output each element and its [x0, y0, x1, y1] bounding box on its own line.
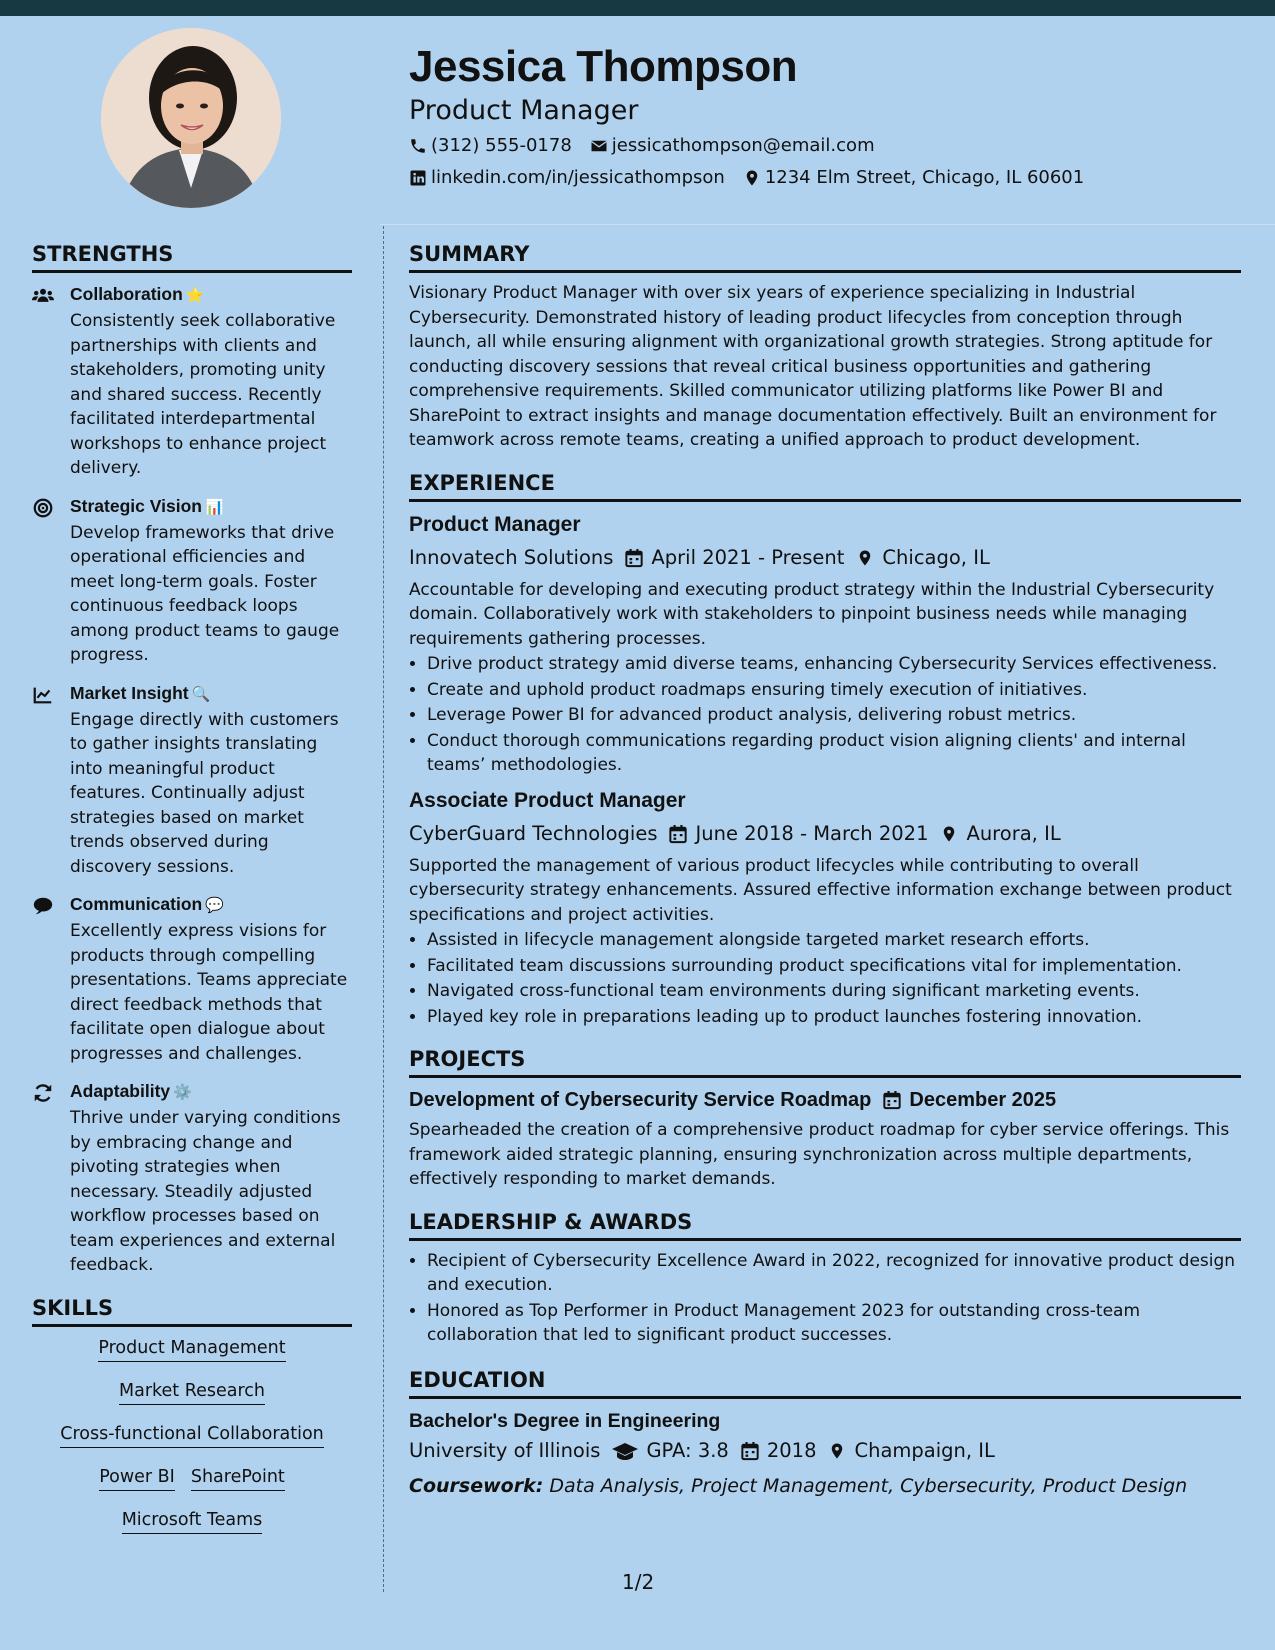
location-pin-icon [743, 169, 761, 187]
job-bullet: • Drive product strategy amid diverse teams, enhancing Cybersecurity Services effectiveness. [427, 652, 1241, 677]
resume-header [409, 40, 1249, 192]
award-item: • Honored as Top Performer in Product Management 2023 for outstanding cross-team collaboration that led to significant product successes. [427, 1299, 1241, 1348]
job-location: Aurora, IL [966, 821, 1061, 845]
target-icon [32, 497, 54, 519]
job-bullet: • Played key role in preparations leading up to product launches fostering innovation. [427, 1005, 1241, 1030]
strength-name: Adaptability [70, 1081, 171, 1101]
calendar-icon [625, 548, 643, 568]
strength-item [32, 680, 352, 880]
strength-description: Thrive under varying conditions by embracing change and pivoting strategies when necessary. Steadily adjusted workflow processes based on team experiences and external feedback. [70, 1108, 341, 1275]
school-location: Champaign, IL [854, 1438, 995, 1462]
strength-description: Consistently seek collaborative partnerships with clients and stakeholders, promoting unity and shared success. Recently facilitated interdepartmental workshops to enhance project delivery. [70, 311, 336, 478]
job-bullet: • Facilitated team discussions surrounding product specifications vital for implementation. [427, 954, 1241, 979]
job-bullet: • Assisted in lifecycle management alongside targeted market research efforts. [427, 928, 1241, 953]
job-bullet: • Conduct thorough communications regarding product vision aligning clients' and internal teams’ methodologies. [427, 729, 1241, 778]
left-column [32, 238, 352, 1550]
phone-icon [409, 137, 427, 155]
envelope-icon [590, 137, 608, 155]
location-pin-icon [856, 548, 874, 568]
top-bar [0, 0, 1275, 16]
strength-description: Engage directly with customers to gather insights translating into meaningful product features. Continually adjust strategies based on market trends observed during discovery sessions. [70, 709, 339, 877]
header-divider [380, 224, 1275, 225]
project-date: December 2025 [909, 1089, 1057, 1111]
street-address: 1234 Elm Street, Chicago, IL 60601 [764, 167, 1085, 188]
summary-heading: SUMMARY [409, 238, 1241, 273]
speech-bubble-icon [32, 895, 54, 917]
contact-row-2 [409, 164, 1249, 192]
job-entry [409, 510, 1241, 778]
coursework-label: Coursework: [409, 1474, 544, 1497]
gear-icon: ⚙️ [173, 1084, 192, 1101]
job-bullet: • Create and uphold product roadmaps ensuring timely execution of initiatives. [427, 678, 1241, 703]
users-icon [32, 285, 54, 307]
strength-name: Strategic Vision [70, 495, 202, 516]
coursework [409, 1471, 1241, 1501]
skill-tag: Microsoft Teams [122, 1507, 263, 1534]
project-name: Development of Cybersecurity Service Roadmap [409, 1089, 872, 1111]
profile-photo [101, 28, 281, 208]
star-icon: ⭐ [185, 287, 205, 304]
strengths-heading: STRENGTHS [32, 238, 352, 273]
leadership-heading: LEADERSHIP & AWARDS [409, 1206, 1241, 1241]
location-pin-icon [940, 824, 958, 844]
project-description: Spearheaded the creation of a comprehensive product roadmap for cyber service offerings. This framework aided strategic planning, ensuring synchronization across multiple departments, effectively responding to market demands. [409, 1120, 1230, 1189]
strength-name: Collaboration [70, 284, 183, 304]
gpa-value: GPA: 3.8 [646, 1438, 729, 1462]
school-name: University of Illinois [409, 1438, 601, 1462]
job-bullet: • Navigated cross-functional team environments during significant marketing events. [427, 979, 1241, 1004]
strength-item [32, 281, 352, 481]
company-name: CyberGuard Technologies [409, 821, 658, 845]
strength-item [32, 493, 352, 668]
linkedin-url: linkedin.com/in/jessicathompson [431, 167, 725, 188]
email-address: jessicathompson@email.com [611, 135, 875, 156]
right-column [409, 238, 1241, 1501]
skill-tag: Product Management [98, 1335, 285, 1362]
skill-tag: SharePoint [191, 1464, 285, 1491]
strength-item [32, 891, 352, 1066]
experience-heading: EXPERIENCE [409, 467, 1241, 502]
page-number: 1/2 [622, 1570, 655, 1594]
projects-heading: PROJECTS [409, 1043, 1241, 1078]
phone-number: (312) 555-0178 [431, 135, 572, 156]
column-divider [383, 226, 384, 1592]
job-title: Product Manager [409, 95, 639, 126]
skill-tag: Market Research [119, 1378, 265, 1405]
coursework-list: Data Analysis, Project Management, Cybersecurity, Product Design [543, 1474, 1188, 1497]
graduation-year: 2018 [766, 1438, 817, 1462]
chat-icon: 💬 [205, 897, 224, 914]
skill-tag: Cross-functional Collaboration [60, 1421, 324, 1448]
magnifier-icon: 🔍 [191, 685, 211, 703]
job-dates: April 2021 - Present [651, 545, 845, 569]
job-description: Accountable for developing and executing product strategy within the Industrial Cybersecurity domain. Collaboratively work with stakeholders to pinpoint business needs while managing requirements gathering processes. [409, 579, 1215, 649]
strength-name: Communication [70, 894, 203, 914]
summary-text: Visionary Product Manager with over six years of experience specializing in Industrial Cybersecurity. Demonstrated history of leading product lifecycles from conception through launch, all while ensuring alignment with organizational growth strategies. Strong aptitude for conducting discovery sessions that reveal critical business opportunities and gathering comprehensive requirements. Skilled communicator utilizing platforms like Power BI and SharePoint to extract insights and manage documentation effectively. Built an environment for teamwork across remote teams, creating a unified approach to product development. [409, 283, 1217, 450]
job-dates: June 2018 - March 2021 [695, 821, 929, 845]
job-entry [409, 786, 1241, 1030]
job-position: Associate Product Manager [409, 788, 686, 812]
job-bullet: • Leverage Power BI for advanced product analysis, delivering robust metrics. [427, 703, 1241, 728]
strength-item [32, 1078, 352, 1278]
job-description: Supported the management of various product lifecycles while contributing to overall cybersecurity strategy enhancements. Assured effective information exchange between product specifications and project activities. [409, 855, 1232, 925]
calendar-icon [883, 1090, 901, 1110]
location-pin-icon [828, 1441, 846, 1461]
strength-description: Excellently express visions for products through compelling presentations. Teams appreciate direct feedback methods that facilitate open dialogue about progresses and challenges. [70, 921, 348, 1064]
refresh-icon [32, 1082, 54, 1104]
linkedin-icon [409, 169, 427, 187]
calendar-icon [669, 824, 687, 844]
award-item: • Recipient of Cybersecurity Excellence Award in 2022, recognized for innovative product design and execution. [427, 1249, 1241, 1298]
skill-tag: Power BI [99, 1464, 175, 1491]
skills-heading: SKILLS [32, 1292, 352, 1327]
graduation-cap-icon [612, 1441, 638, 1461]
strength-description: Develop frameworks that drive operational efficiencies and meet long-term goals. Foster continuous feedback loops among product teams to gauge progress. [70, 522, 340, 665]
linkedin-contact[interactable] [409, 164, 725, 192]
candidate-name: Jessica Thompson [409, 42, 798, 91]
phone-contact[interactable] [409, 132, 572, 160]
email-contact[interactable] [590, 132, 875, 160]
job-position: Product Manager [409, 512, 581, 536]
company-name: Innovatech Solutions [409, 545, 614, 569]
line-chart-icon [32, 684, 54, 706]
address-contact [743, 164, 1084, 192]
calendar-icon [741, 1441, 759, 1461]
job-location: Chicago, IL [882, 545, 990, 569]
contact-row-1 [409, 132, 1249, 160]
degree-name: Bachelor's Degree in Engineering [409, 1409, 721, 1432]
skills-list [32, 1335, 352, 1534]
bar-chart-icon: 📊 [204, 498, 224, 516]
education-heading: EDUCATION [409, 1364, 1241, 1399]
strength-name: Market Insight [70, 682, 189, 703]
